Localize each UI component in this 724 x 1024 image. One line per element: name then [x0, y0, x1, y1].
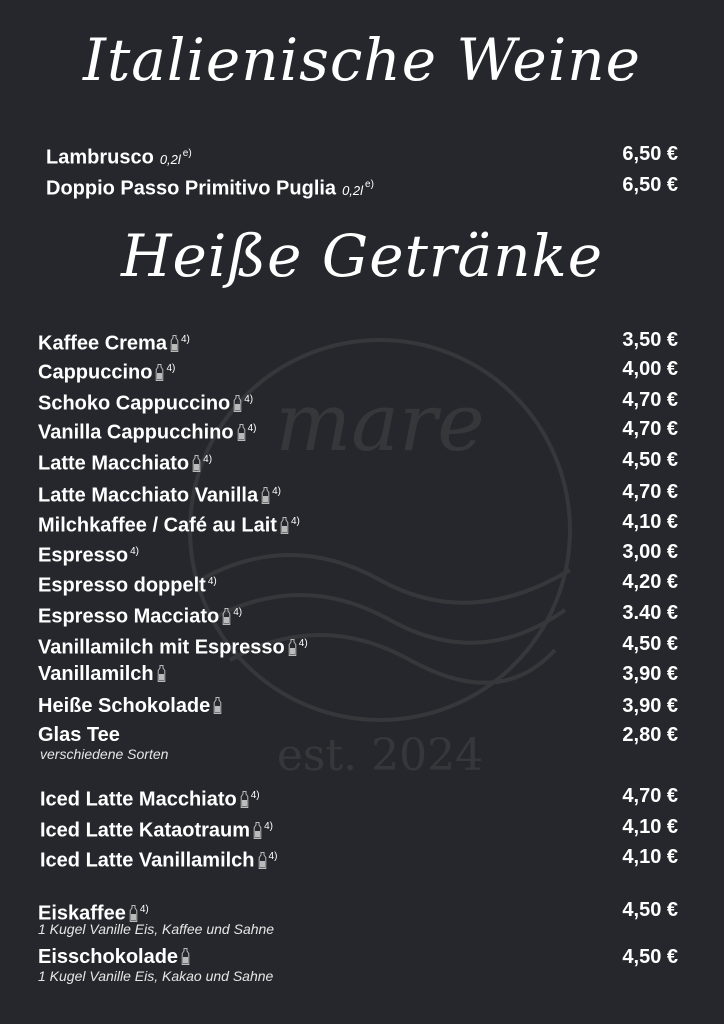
menu-item — [0, 600, 724, 628]
watermark-text: mare — [275, 376, 485, 469]
menu-item — [0, 356, 724, 384]
menu-item-description: 1 Kugel Vanille Eis, Kaffee und Sahne — [38, 921, 275, 937]
menu-item-note: 4) — [166, 363, 176, 374]
milk-bottle-icon — [261, 487, 270, 504]
menu-item-note: 4) — [268, 851, 278, 862]
menu-item-name — [40, 844, 277, 874]
menu-item-name — [38, 387, 253, 417]
menu-item-label: Eiskaffee — [38, 902, 126, 925]
menu-item-name — [46, 172, 374, 204]
menu-item — [0, 783, 724, 811]
menu-item-label: Glas Tee — [38, 724, 120, 746]
menu-item-label: Espresso Macciato — [38, 605, 220, 628]
menu-item-note: 4) — [264, 821, 273, 832]
menu-item-name — [38, 539, 139, 569]
menu-item-name — [40, 814, 273, 844]
menu-item-label: Iced Latte Kataotraum — [40, 819, 251, 842]
milk-bottle-icon — [129, 905, 138, 922]
menu-item-name — [38, 416, 257, 446]
menu-item-note: 4) — [244, 394, 254, 405]
menu-item-name — [38, 479, 281, 509]
menu-item-name — [38, 447, 212, 477]
menu-item-price: 4,20 € — [622, 571, 678, 593]
milk-bottle-icon — [213, 697, 222, 714]
milk-bottle-icon — [240, 791, 249, 808]
menu-item-price: 2,80 € — [622, 724, 678, 746]
menu-item-note: e) — [365, 179, 374, 190]
menu-item-price: 3,90 € — [622, 663, 678, 685]
menu-item-note: 4) — [180, 334, 190, 345]
menu-item — [0, 141, 724, 169]
section-title-hot-drinks: Heiße Getränke — [120, 222, 604, 290]
menu-item-name — [38, 944, 190, 970]
menu-item — [0, 693, 724, 721]
menu-item — [0, 172, 724, 200]
menu-item-note: 4) — [233, 607, 243, 618]
menu-item — [0, 569, 724, 597]
menu-item-note: 4) — [290, 516, 300, 527]
milk-bottle-icon — [280, 517, 289, 534]
menu-item-name — [46, 141, 192, 173]
menu-item — [0, 416, 724, 444]
menu-item-label: Heiße Schokolade — [38, 695, 211, 717]
menu-item-note: 4) — [207, 576, 217, 587]
menu-item — [0, 814, 724, 842]
menu-item-name — [38, 509, 300, 539]
menu-item-label: Lambrusco — [46, 146, 154, 169]
menu-item-description: verschiedene Sorten — [40, 746, 169, 762]
menu-item-name — [38, 356, 175, 386]
menu-item-volume: 0,2l — [159, 151, 181, 167]
menu-item-label: Espresso doppelt — [38, 574, 206, 597]
menu-item-name — [38, 600, 242, 630]
menu-item — [0, 447, 724, 475]
menu-item-price: 4,10 € — [622, 846, 678, 868]
menu-item — [0, 661, 724, 689]
menu-item-price: 3,50 € — [622, 329, 678, 351]
menu-item — [0, 479, 724, 507]
milk-bottle-icon — [233, 395, 242, 412]
watermark-est: est. 2024 — [276, 730, 484, 781]
menu-item-label: Vanillamilch mit Espresso — [38, 636, 285, 659]
milk-bottle-icon — [288, 639, 297, 656]
menu-item-name — [38, 569, 217, 599]
milk-bottle-icon — [181, 948, 190, 965]
menu-item — [0, 844, 724, 872]
milk-bottle-icon — [170, 335, 179, 352]
menu-item-price: 4,50 € — [622, 899, 678, 921]
menu-item-note: 4) — [250, 790, 260, 801]
menu-item-price: 4,10 € — [622, 511, 678, 533]
menu-item-volume: 0,2l — [342, 182, 364, 198]
menu-item-price: 3,00 € — [622, 541, 678, 563]
menu-item — [0, 509, 724, 537]
menu-item-price: 4,00 € — [622, 358, 678, 380]
menu-item-price: 4,70 € — [622, 481, 678, 503]
menu-item — [0, 897, 724, 937]
menu-item-price: 6,50 € — [622, 143, 678, 165]
menu-item-price: 3,90 € — [622, 695, 678, 717]
menu-item-note: 4) — [130, 546, 139, 557]
menu-item-label: Iced Latte Vanillamilch — [40, 849, 255, 872]
menu-item-note: 4) — [247, 423, 257, 434]
menu-item-label: Vanilla Cappucchino — [38, 421, 234, 444]
menu-item — [0, 387, 724, 415]
milk-bottle-icon — [157, 665, 166, 682]
milk-bottle-icon — [237, 424, 246, 441]
menu-item — [0, 327, 724, 355]
menu-item-label: Doppio Passo Primitivo Puglia — [46, 177, 337, 200]
milk-bottle-icon — [253, 822, 262, 839]
menu-item — [0, 539, 724, 567]
menu-item-price: 4,50 € — [622, 946, 678, 968]
menu-item — [0, 631, 724, 659]
menu-item-label: Espresso — [38, 544, 129, 567]
menu-item-note: 4) — [272, 486, 281, 497]
milk-bottle-icon — [258, 852, 267, 869]
milk-bottle-icon — [222, 608, 231, 625]
menu-item-price: 4,50 € — [622, 633, 678, 655]
menu-item-name — [38, 693, 222, 719]
menu-item-description: 1 Kugel Vanille Eis, Kakao und Sahne — [38, 968, 274, 984]
menu-item-price: 4,70 € — [622, 389, 678, 411]
menu-item — [0, 944, 724, 984]
menu-item-price: 3.40 € — [622, 602, 678, 624]
menu-item-label: Cappuccino — [38, 361, 153, 384]
menu-item-price: 6,50 € — [622, 174, 678, 196]
menu-item-label: Latte Macchiato — [38, 452, 190, 475]
menu-item-name — [40, 783, 260, 813]
menu-item-label: Iced Latte Macchiato — [40, 788, 237, 811]
menu-item-note: e) — [182, 148, 192, 159]
menu-item-price: 4,70 € — [622, 418, 678, 440]
menu-item-label: Vanillamilch — [38, 663, 154, 685]
menu-item-label: Latte Macchiato Vanilla — [38, 484, 259, 507]
menu-item-name — [38, 631, 308, 661]
menu-item-label: Kaffee Crema — [38, 332, 167, 355]
menu-item-price: 4,50 € — [622, 449, 678, 471]
menu-item-note: 4) — [203, 454, 213, 465]
section-title-wines: Italienische Weine — [83, 26, 641, 94]
menu-item-note: 4) — [139, 904, 149, 915]
menu-item-name — [38, 722, 120, 748]
menu-item-note: 4) — [298, 638, 308, 649]
menu-item-name — [38, 661, 166, 687]
menu-item-price: 4,70 € — [622, 785, 678, 807]
menu-item-label: Schoko Cappuccino — [38, 392, 231, 415]
milk-bottle-icon — [155, 364, 164, 381]
menu-item-label: Milchkaffee / Café au Lait — [38, 514, 277, 537]
menu-item-price: 4,10 € — [622, 816, 678, 838]
menu-item-label: Eisschokolade — [38, 946, 179, 968]
menu-item-name — [38, 327, 190, 357]
milk-bottle-icon — [192, 455, 201, 472]
